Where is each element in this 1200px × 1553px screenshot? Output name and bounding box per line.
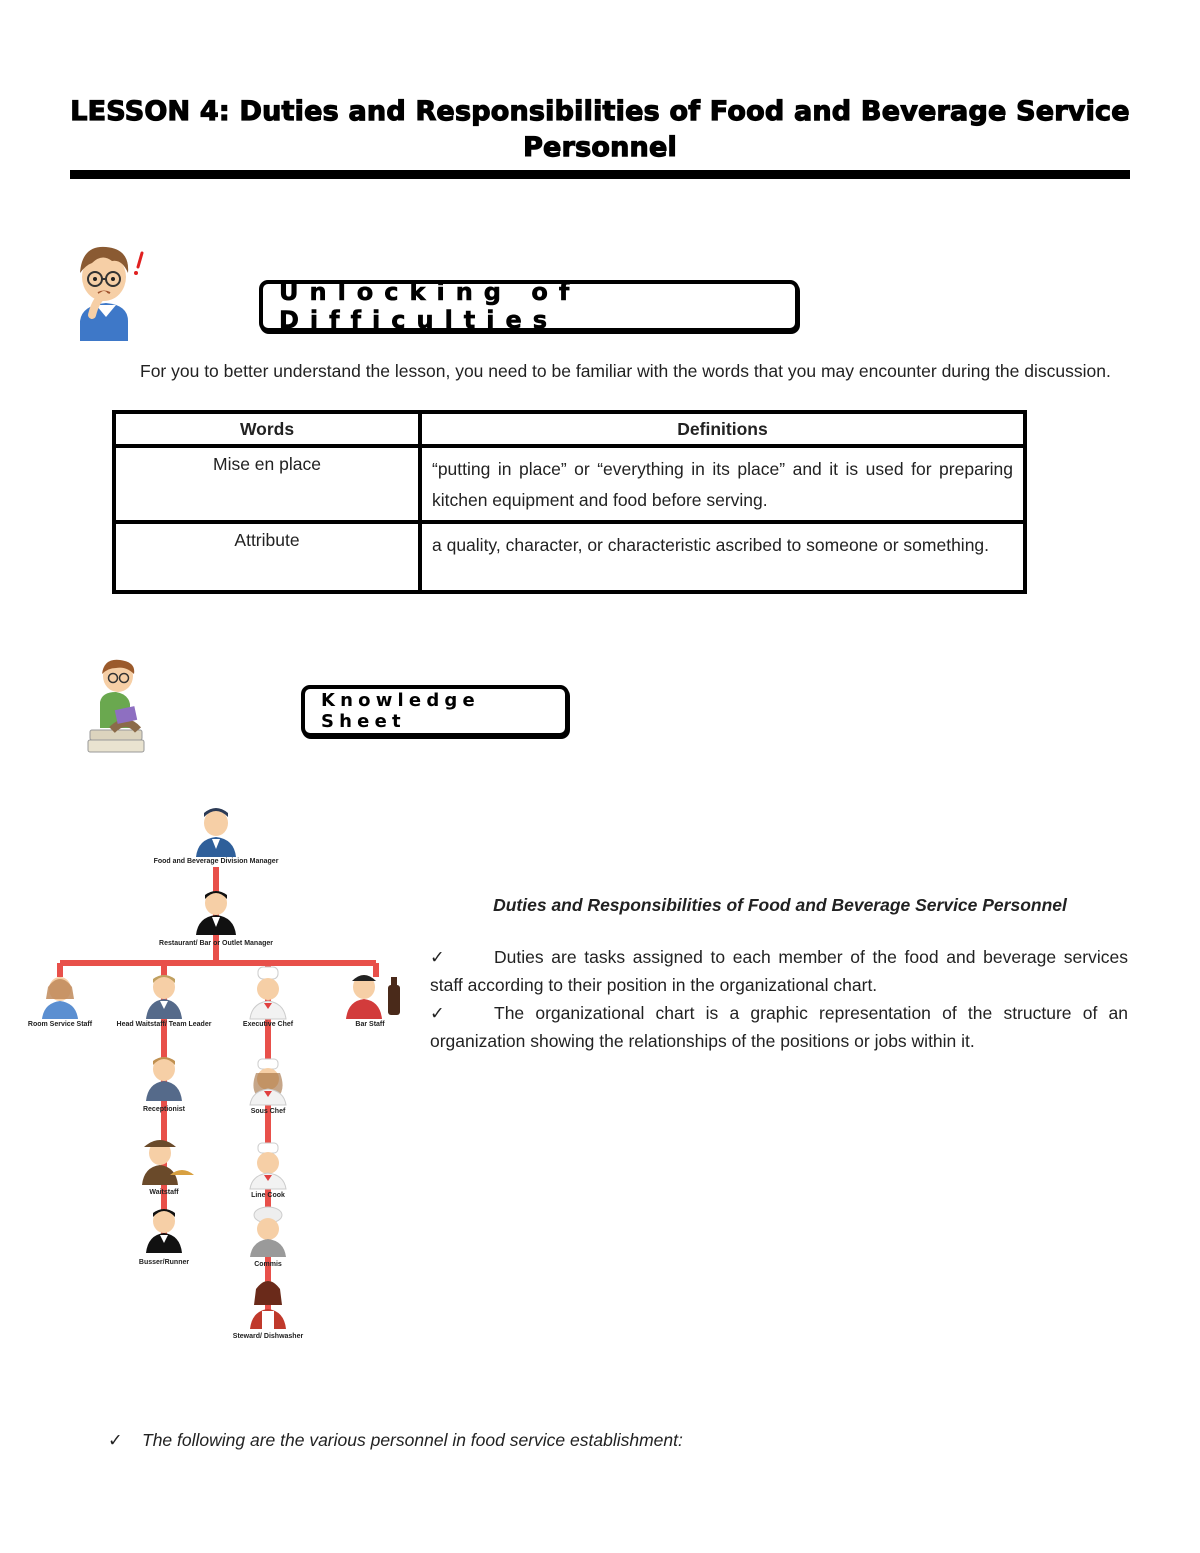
bullet-text: The organizational chart is a graphic representation of the structure of an organization showing the relationships of the positions or jobs within it. xyxy=(430,1003,1128,1051)
org-label-restaurant-manager: Restaurant/ Bar or Outlet Manager xyxy=(159,940,273,947)
lesson-title xyxy=(60,94,1140,166)
commis-icon xyxy=(250,1207,286,1257)
org-label-receptionist: Receptionist xyxy=(142,1106,186,1113)
org-label-busser: Busser/Runner xyxy=(138,1259,190,1266)
org-label-steward: Steward/ Dishwasher xyxy=(232,1333,304,1340)
org-label-room-service: Room Service Staff xyxy=(27,1021,93,1028)
steward-icon xyxy=(250,1281,286,1329)
reading-student-icon xyxy=(86,656,168,754)
table-row xyxy=(114,446,1025,522)
org-label-line-cook: Line Cook xyxy=(251,1192,285,1199)
room-service-icon xyxy=(42,977,78,1019)
duties-bullet-list xyxy=(430,943,1128,1055)
line-cook-icon xyxy=(250,1143,286,1189)
sous-chef-icon xyxy=(250,1059,286,1105)
executive-chef-icon xyxy=(250,967,286,1019)
vocabulary-table xyxy=(112,410,1027,594)
vocabulary-intro: For you to better understand the lesson, you need to be familiar with the words that you may encounter during the discussion. xyxy=(140,361,1111,381)
lesson-title-line1: LESSON 4: Duties and Responsibilities of Food and Beverage Service xyxy=(70,96,1130,127)
org-chart xyxy=(20,805,420,1345)
waitstaff-icon xyxy=(142,1140,194,1185)
knowledge-sheet-banner: Knowledge Sheet xyxy=(301,685,569,737)
org-label-commis: Commis xyxy=(254,1261,282,1268)
personnel-intro-line xyxy=(108,1430,683,1451)
org-label-executive-chef: Executive Chef xyxy=(242,1021,294,1028)
column-header-words: Words xyxy=(114,412,420,446)
checkmark-icon: ✓ xyxy=(430,947,445,967)
head-waiter-icon xyxy=(146,975,182,1019)
unlocking-difficulties-banner: Unlocking of Difficulties xyxy=(259,280,799,332)
receptionist-icon xyxy=(146,1057,182,1101)
definition-cell: “putting in place” or “everything in its place” and it is used for preparing kitchen equipment and food before serving. xyxy=(420,446,1025,522)
personnel-intro-text: The following are the various personnel in food service establishment: xyxy=(142,1430,683,1450)
thinking-student-icon xyxy=(72,243,152,341)
section-title: Duties and Responsibilities of Food and Beverage Service Personnel xyxy=(493,895,1067,915)
fb-manager-icon xyxy=(196,808,236,857)
org-label-head-waiter: Head Waitstaff/ Team Leader xyxy=(116,1021,212,1028)
checkmark-icon: ✓ xyxy=(430,1003,445,1023)
title-divider xyxy=(70,170,1130,179)
busser-icon xyxy=(146,1209,182,1253)
list-item xyxy=(430,943,1128,999)
column-header-definitions: Definitions xyxy=(420,412,1025,446)
list-item xyxy=(430,999,1128,1055)
checkmark-icon: ✓ xyxy=(108,1430,123,1450)
bullet-text: Duties are tasks assigned to each member of the food and beverage services staff according to their position in the organizational chart. xyxy=(430,947,1128,995)
org-label-sous-chef: Sous Chef xyxy=(250,1108,286,1115)
term-cell: Attribute xyxy=(114,522,420,592)
org-label-fb-manager: Food and Beverage Division Manager xyxy=(153,858,279,865)
org-label-bar-staff: Bar Staff xyxy=(355,1021,385,1028)
restaurant-manager-icon xyxy=(196,891,236,935)
term-cell: Mise en place xyxy=(114,446,420,522)
table-row xyxy=(114,522,1025,592)
bar-staff-icon xyxy=(346,975,400,1019)
org-label-waitstaff: Waitstaff xyxy=(149,1189,179,1196)
definition-cell: a quality, character, or characteristic ascribed to someone or something. xyxy=(420,522,1025,592)
lesson-title-line2: Personnel xyxy=(523,132,677,163)
